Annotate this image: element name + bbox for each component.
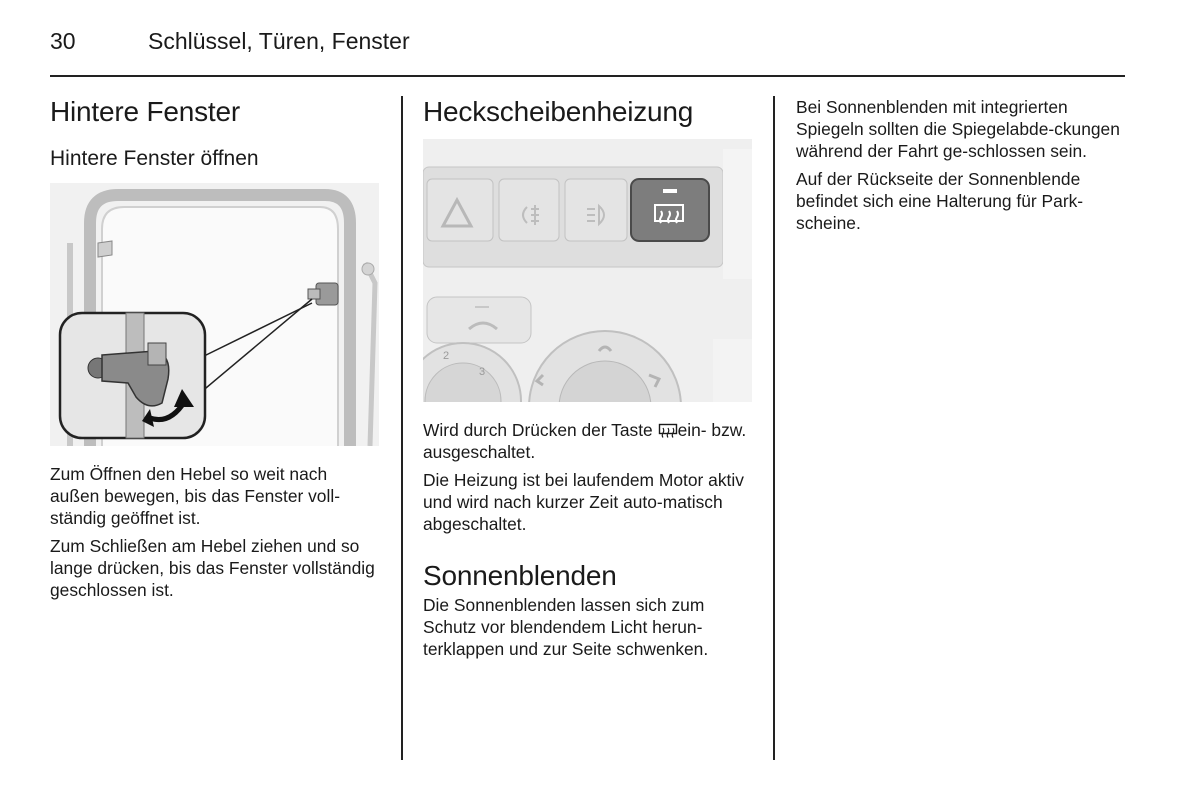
column-2 xyxy=(423,96,753,660)
column-divider-1 xyxy=(401,96,403,760)
dashboard-buttons-illustration xyxy=(423,139,752,402)
paragraph-mirror-covers: Bei Sonnenblenden mit integrierten Spiegeln sollten die Spiegelabde-ckungen während der Fahrt ge-schlossen sein. xyxy=(796,97,1120,161)
subheading-open-rear-windows: Hintere Fenster öffnen xyxy=(50,147,259,170)
rear-window-lever-illustration xyxy=(50,183,379,446)
paragraph-opening: Zum Öffnen den Hebel so weit nach außen bewegen, bis das Fenster voll-ständig geöffnet ist. xyxy=(50,464,341,528)
paragraph-sun-visors: Die Sonnenblenden lassen sich zum Schutz vor blendendem Licht herun-terklappen und zur Seite schwenken. xyxy=(423,595,709,659)
section-heading-rear-window-heating: Heckscheibenheizung xyxy=(423,96,694,127)
chapter-title: Schlüssel, Türen, Fenster xyxy=(148,28,410,54)
section-heading-rear-windows: Hintere Fenster xyxy=(50,96,240,127)
paragraph-defroster-button xyxy=(423,419,753,463)
paragraph-closing: Zum Schließen am Hebel ziehen und so lange drücken, bis das Fenster vollständig geschlossen ist. xyxy=(50,536,375,600)
rear-window-defroster-icon xyxy=(658,423,678,438)
header-rule xyxy=(50,75,1125,77)
column-1 xyxy=(50,96,380,601)
knob-number-3: 3 xyxy=(479,366,486,378)
defroster-text-before: Wird durch Drücken der Taste xyxy=(423,420,653,440)
paragraph-heating-auto-off: Die Heizung ist bei laufendem Motor aktiv und wird nach kurzer Zeit auto-matisch abgeschaltet. xyxy=(423,470,744,534)
page-number: 30 xyxy=(50,28,76,54)
dashboard-buttons-figure xyxy=(423,139,752,402)
column-divider-2 xyxy=(773,96,775,760)
column-3 xyxy=(796,96,1126,234)
paragraph-parking-disc-holder: Auf der Rückseite der Sonnenblende befindet sich eine Halterung für Park-scheine. xyxy=(796,169,1084,233)
defroster-text-after: ein- bzw. ausgeschaltet. xyxy=(423,420,747,462)
knob-number-2: 2 xyxy=(443,350,450,362)
rear-window-lever-figure xyxy=(50,183,379,446)
section-heading-sun-visors: Sonnenblenden xyxy=(423,560,617,591)
